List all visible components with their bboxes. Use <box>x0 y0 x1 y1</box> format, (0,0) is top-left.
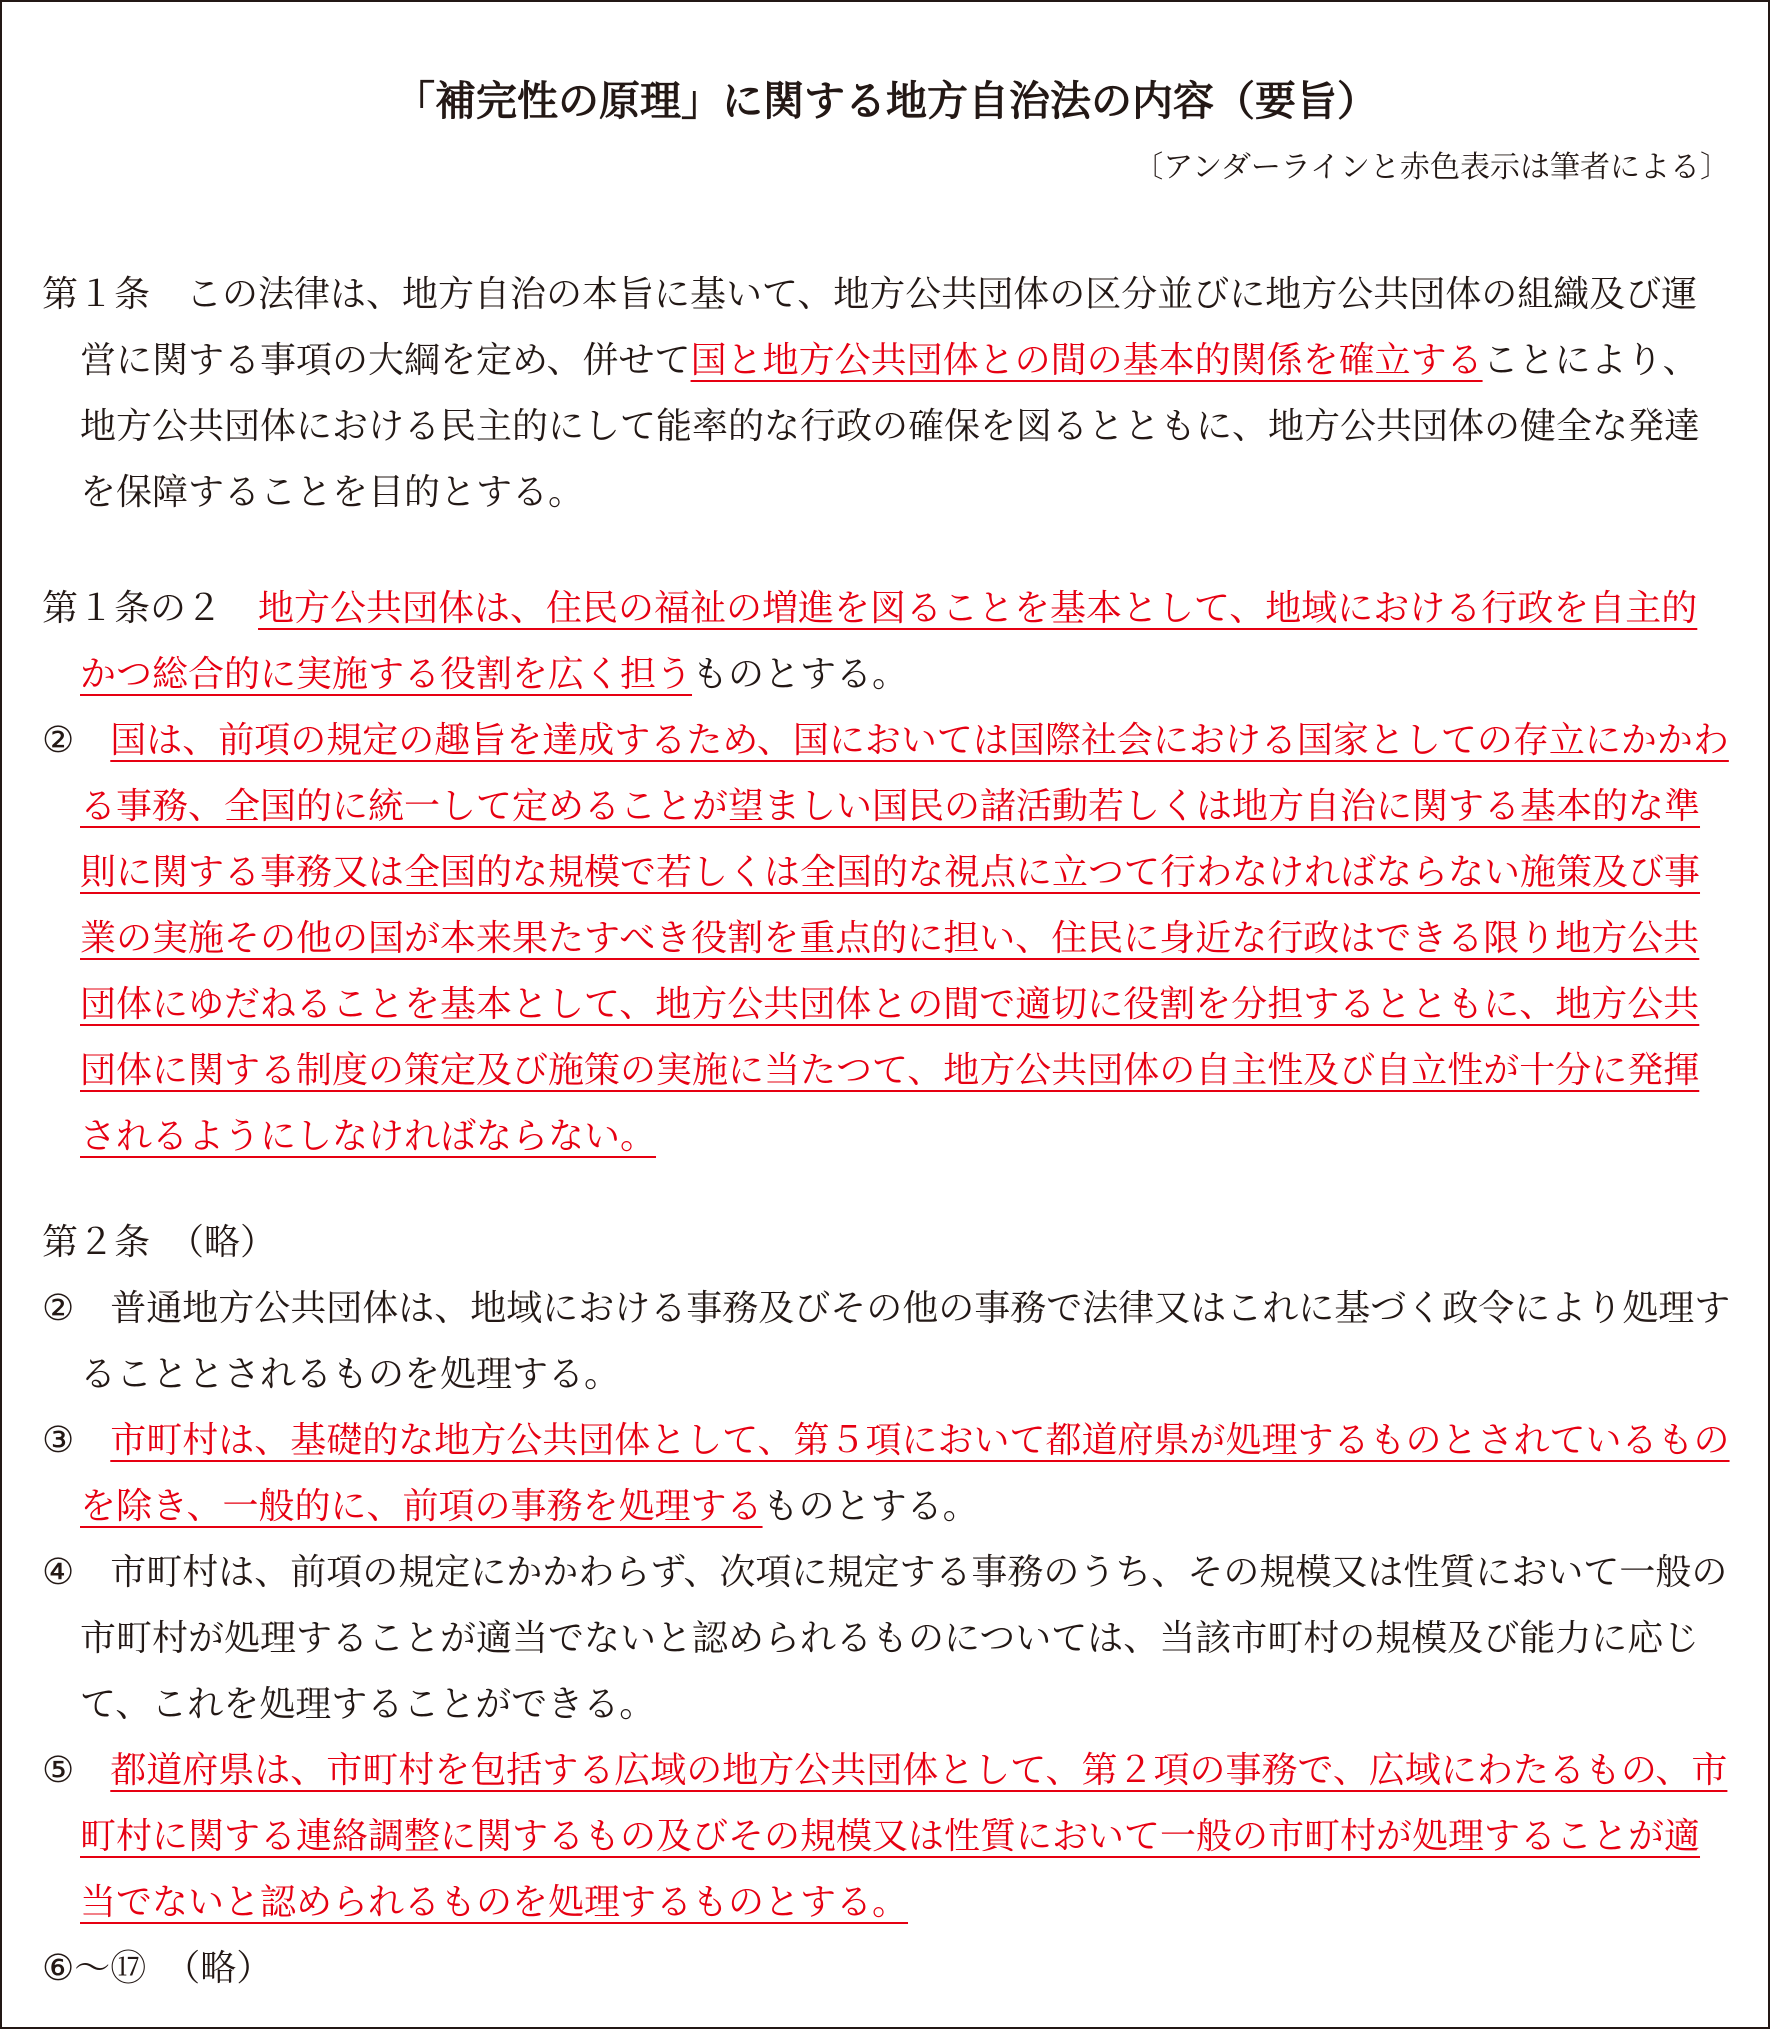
article-2 <box>42 1210 1732 2002</box>
paragraph-2-label: ② <box>42 1288 111 1329</box>
editor-note: 〔アンダーラインと赤色表示は筆者による〕 <box>1133 150 1730 185</box>
article-1-text-1: この法律は、地方自治の本旨に基いて、地方公共団体の区分並びに地方公共団体の組織及び運営に関する事項の大綱を定め、併せて <box>80 274 1698 381</box>
article-2-label: 第２条 （略） <box>42 1222 277 1263</box>
article-1-2-label: 第１条の２ <box>42 588 259 629</box>
article-1-underlined-text: 国と地方公共団体との間の基本的関係を確立する <box>690 340 1483 381</box>
article-1-2-text: ものとする。 <box>692 654 909 695</box>
article-2-omitted-paragraphs: ⑥～⑰ （略） <box>42 1948 273 1989</box>
paragraph-2-label: ② <box>42 720 111 761</box>
article-2-paragraph-4 <box>42 1540 1732 1738</box>
article-1-2-paragraph-2 <box>42 708 1732 1170</box>
article-1-label: 第１条 <box>42 274 187 315</box>
article-2-paragraph-3 <box>42 1408 1732 1540</box>
article-2-p2-text: 普通地方公共団体は、地域における事務及びその他の事務で法律又はこれに基づく政令により処理することとされるものを処理する。 <box>80 1288 1731 1395</box>
article-2-paragraph-2 <box>42 1276 1732 1408</box>
article-1 <box>42 262 1732 526</box>
article-1-2-paragraph-1 <box>42 576 1732 708</box>
article-2-paragraph-5 <box>42 1738 1732 1936</box>
paragraph-5-label: ⑤ <box>42 1750 111 1791</box>
article-2-p3-underlined-text: 市町村は、基礎的な地方公共団体として、第５項において都道府県が処理するものとされているものを除き、一般的に、前項の事務を処理する <box>80 1420 1730 1527</box>
article-2-p3-text: ものとする。 <box>762 1486 979 1527</box>
paragraph-3-label: ③ <box>42 1420 111 1461</box>
article-1-2-underlined-text: 地方公共団体は、住民の福祉の増進を図ることを基本として、地域における行政を自主的かつ総合的に実施する役割を広く担う <box>80 588 1698 695</box>
article-1-text-2: ことにより、地方公共団体における民主的にして能率的な行政の確保を図るとともに、地方公共団体の健全な発達を保障することを目的とする。 <box>80 340 1701 513</box>
article-2-p5-underlined-text: 都道府県は、市町村を包括する広域の地方公共団体として、第２項の事務で、広域にわたるもの、市町村に関する連絡調整に関するもの及びその規模又は性質において一般の市町村が処理することが適当でないと認められるものを処理するものとする。 <box>80 1750 1728 1923</box>
paragraph-4-label: ④ <box>42 1552 111 1593</box>
article-1-2-p2-underlined-text: 国は、前項の規定の趣旨を達成するため、国においては国際社会における国家としての存立にかかわる事務、全国的に統一して定めることが望ましい国民の諸活動若しくは地方自治に関する基本的な準則に関する事務又は全国的な規模で若しくは全国的な視点に立つて行わなければならない施策及び事業の実施その他の国が本来果たすべき役割を重点的に担い、住民に身近な行政はできる限り地方公共団体にゆだねることを基本として、地方公共団体との間で適切に役割を分担するとともに、地方公共団体に関する制度の策定及び施策の実施に当たつて、地方公共団体の自主性及び自立性が十分に発揮されるようにしなければならない。 <box>80 720 1729 1157</box>
article-2-p4-text: 市町村は、前項の規定にかかわらず、次項に規定する事務のうち、その規模又は性質において一般の市町村が処理することが適当でないと認められるものについては、当該市町村の規模及び能力に応じて、これを処理することができる。 <box>80 1552 1728 1725</box>
document-title: 「補完性の原理」に関する地方自治法の内容（要旨） <box>394 77 1378 125</box>
article-1-2 <box>42 576 1732 1170</box>
article-1-paragraph <box>42 262 1732 526</box>
